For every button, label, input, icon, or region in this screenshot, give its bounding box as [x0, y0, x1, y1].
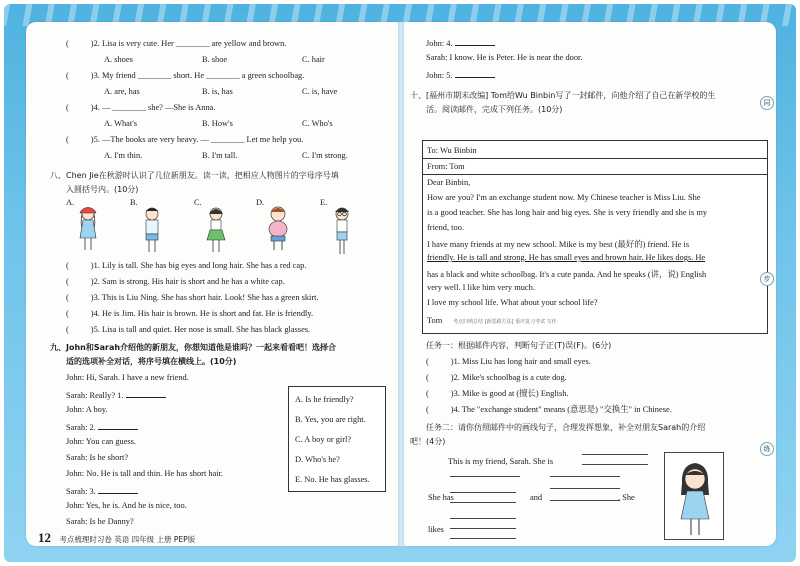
email-to: To: Wu Binbin — [427, 146, 477, 155]
dialogue-line-2: Sarah: Really? 1. — [66, 390, 166, 400]
email-signature: Tom — [427, 316, 443, 325]
section8-item-4: ( )4. He is Jim. His hair is brown. He is short and fat. He is friendly. — [66, 309, 314, 318]
q2-option-b: B. shoe — [202, 55, 228, 64]
section10-title-line2: 活。阅读邮件，完成下列任务。(10分) — [426, 105, 563, 114]
answer-blank-2[interactable] — [98, 422, 138, 430]
section8-item-5: ( )5. Lisa is tall and quiet. Her nose is small. She has black glasses. — [66, 325, 311, 334]
q5-option-b: B. I'm tall. — [202, 151, 238, 160]
section8-item-1: ( )1. Lily is tall. She has big eyes and long hair. She has a red cap. — [66, 261, 307, 270]
email-line-2: How are you? I'm an exchange student now. My Chinese teacher is Miss Liu. She — [427, 193, 701, 202]
q3-option-b: B. is, has — [202, 87, 233, 96]
writing-line[interactable] — [450, 492, 516, 493]
dialogue-line-13: John: 5. — [426, 70, 495, 80]
email-from: From: Tom — [427, 162, 465, 171]
email-line-7: has a black and white schoolbag. It's a cute panda. And he speaks (讲，说) English — [427, 270, 707, 279]
figure-letter-d: D. — [256, 198, 265, 207]
q3-stem: ( )3. My friend ________ short. He ________ a green schoolbag. — [66, 71, 305, 80]
option-e: E. No. He has glasses. — [295, 475, 370, 484]
email-line-6: friendly. He is tall and strong. He has small eyes and brown hair. He likes dogs. He — [427, 253, 706, 262]
email-line-9: I love my school life. What about your school life? — [427, 298, 598, 307]
page-number: 12 — [38, 530, 51, 545]
figure-letter-e: E. — [320, 198, 328, 207]
writing-line[interactable] — [450, 528, 516, 529]
task1-item-1: ( )1. Miss Liu has long hair and small eyes. — [426, 357, 591, 366]
q5-option-a: A. I'm thin. — [104, 151, 143, 160]
right-page — [404, 22, 776, 546]
figure-c-girl-skirt — [194, 198, 230, 258]
side-tab-3: 练 — [760, 442, 774, 456]
q2-stem: ( )2. Lisa is very cute. Her ________ are yellow and brown. — [66, 39, 287, 48]
figure-letter-a: A. — [66, 198, 75, 207]
email-line-1: Dear Binbin, — [427, 178, 471, 187]
email-footnote: 考点归纳总结 [新思路方法] 重庆复习考试 写作 — [453, 319, 557, 325]
q4-option-b: B. How's — [202, 119, 233, 128]
section8-item-2: ( )2. Sam is strong. His hair is short and he has a white cap. — [66, 277, 285, 286]
dialogue-line-8: Sarah: 3. — [66, 486, 138, 496]
task2-line-4: . She — [618, 493, 635, 502]
q4-option-c: C. Who's — [302, 119, 333, 128]
q4-option-a: A. What's — [104, 119, 137, 128]
writing-line[interactable] — [450, 518, 516, 519]
option-a: A. Is he friendly? — [295, 395, 354, 404]
left-page — [26, 22, 398, 546]
section9-title: 九、John和Sarah介绍他的新朋友，你想知道他是谁吗？一起来看看吧！选择合 — [50, 343, 337, 352]
q5-option-c: C. I'm strong. — [302, 151, 348, 160]
option-d: D. Who's he? — [295, 455, 340, 464]
answer-blank-1[interactable] — [126, 390, 166, 398]
page-footer — [38, 530, 195, 546]
dialogue-line-3: John: A boy. — [66, 405, 108, 414]
dialogue-line-12: Sarah: I know. He is Peter. He is near the door. — [426, 53, 583, 62]
dialogue-line-7: John: No. He is tall and thin. He has short hair. — [66, 469, 224, 478]
writing-line[interactable] — [450, 476, 520, 477]
answer-blank-3[interactable] — [98, 486, 138, 494]
figure-letter-c: C. — [194, 198, 202, 207]
dialogue-line-10: Sarah: Is he Danny? — [66, 517, 134, 526]
q3-option-c: C. is, have — [302, 87, 338, 96]
task2-line-5: likes — [428, 525, 444, 534]
task2-title: 任务二：请你仿照邮件中的画线句子，合理发挥想象，补全对朋友Sarah的介绍 — [426, 423, 706, 432]
figure-b-boy — [130, 198, 166, 258]
writing-line[interactable] — [550, 476, 620, 477]
writing-line[interactable] — [550, 488, 620, 489]
email-line-3: is a good teacher. She has long hair and big eyes. She is very friendly and she is my — [427, 208, 708, 217]
email-line-5: I have many friends at my new school. Mike is my best (最好的) friend. He is — [427, 240, 690, 249]
section9-title-line2: 适的选项补全对话，将序号填在横线上。(10分) — [66, 357, 237, 366]
email-separator — [423, 158, 767, 159]
email-separator — [423, 174, 767, 175]
side-tab-2: 步 — [760, 272, 774, 286]
option-b: B. Yes, you are right. — [295, 415, 366, 424]
task2-title-line2: 吧！(4分) — [410, 437, 446, 446]
task1-item-4: ( )4. The "exchange student" means (意思是) "交换生" in Chinese. — [426, 405, 672, 414]
section8-item-3: ( )3. This is Liu Ning. She has short hair. Look! She has a green skirt. — [66, 293, 319, 302]
figure-a-girl-cap — [66, 198, 102, 258]
section10-title: 十、[福州市期末改编] Tom给Wu Binbin写了一封邮件，向他介绍了自己在新学校的生 — [410, 91, 716, 100]
side-tab-1: 同 — [760, 96, 774, 110]
writing-line[interactable] — [450, 538, 516, 539]
section8-title: 八、Chen Jie在秋游时认识了几位新朋友。读一读，把相应人物图片的字母序号填 — [50, 171, 339, 180]
option-c: C. A boy or girl? — [295, 435, 352, 444]
q2-option-a: A. shoes — [104, 55, 133, 64]
q5-stem: ( )5. —The books are very heavy. — ________ Let me help you. — [66, 135, 304, 144]
q2-option-c: C. hair — [302, 55, 325, 64]
dialogue-line-1: John: Hi, Sarah. I have a new friend. — [66, 373, 189, 382]
answer-blank-4[interactable] — [455, 38, 495, 46]
writing-line[interactable] — [550, 500, 620, 501]
writing-line[interactable] — [450, 502, 516, 503]
dialogue-line-6: Sarah: Is he short? — [66, 453, 129, 462]
answer-blank-5[interactable] — [455, 70, 495, 78]
dialogue-line-5: John: You can guess. — [66, 437, 137, 446]
email-box — [422, 140, 768, 334]
figure-e-girl-glasses — [320, 198, 356, 258]
dialogue-line-4: Sarah: 2. — [66, 422, 138, 432]
figure-letter-b: B. — [130, 198, 138, 207]
options-box — [288, 386, 386, 492]
sarah-portrait — [664, 452, 724, 540]
q3-option-a: A. are, has — [104, 87, 140, 96]
email-line-4: friend, too. — [427, 223, 464, 232]
task2-line-2: She has — [428, 493, 454, 502]
figure-d-boy-fat — [256, 198, 292, 258]
task2-line-3: and — [530, 493, 543, 502]
task1-title: 任务一：根据邮件内容，判断句子正(T)误(F)。(6分) — [426, 341, 612, 350]
email-line-8: very well. I like him very much. — [427, 283, 535, 292]
q4-stem: ( )4. — ________ she? —She is Anna. — [66, 103, 216, 112]
task1-item-3: ( )3. Mike is good at (擅长) English. — [426, 389, 569, 398]
task1-item-2: ( )2. Mike's schoolbag is a cute dog. — [426, 373, 567, 382]
task2-line-1: This is my friend, Sarah. She is — [448, 457, 554, 466]
footer-text: 考点梳理时习卷 英语 四年级 上册 PEP版 — [59, 535, 196, 544]
writing-line[interactable] — [582, 454, 648, 455]
section8-title-line2: 入圆括号内。(10分) — [66, 185, 139, 194]
dialogue-line-9: John: Yes, he is. And he is nice, too. — [66, 501, 187, 510]
writing-line[interactable] — [582, 464, 648, 465]
dialogue-line-11: John: 4. — [426, 38, 495, 48]
